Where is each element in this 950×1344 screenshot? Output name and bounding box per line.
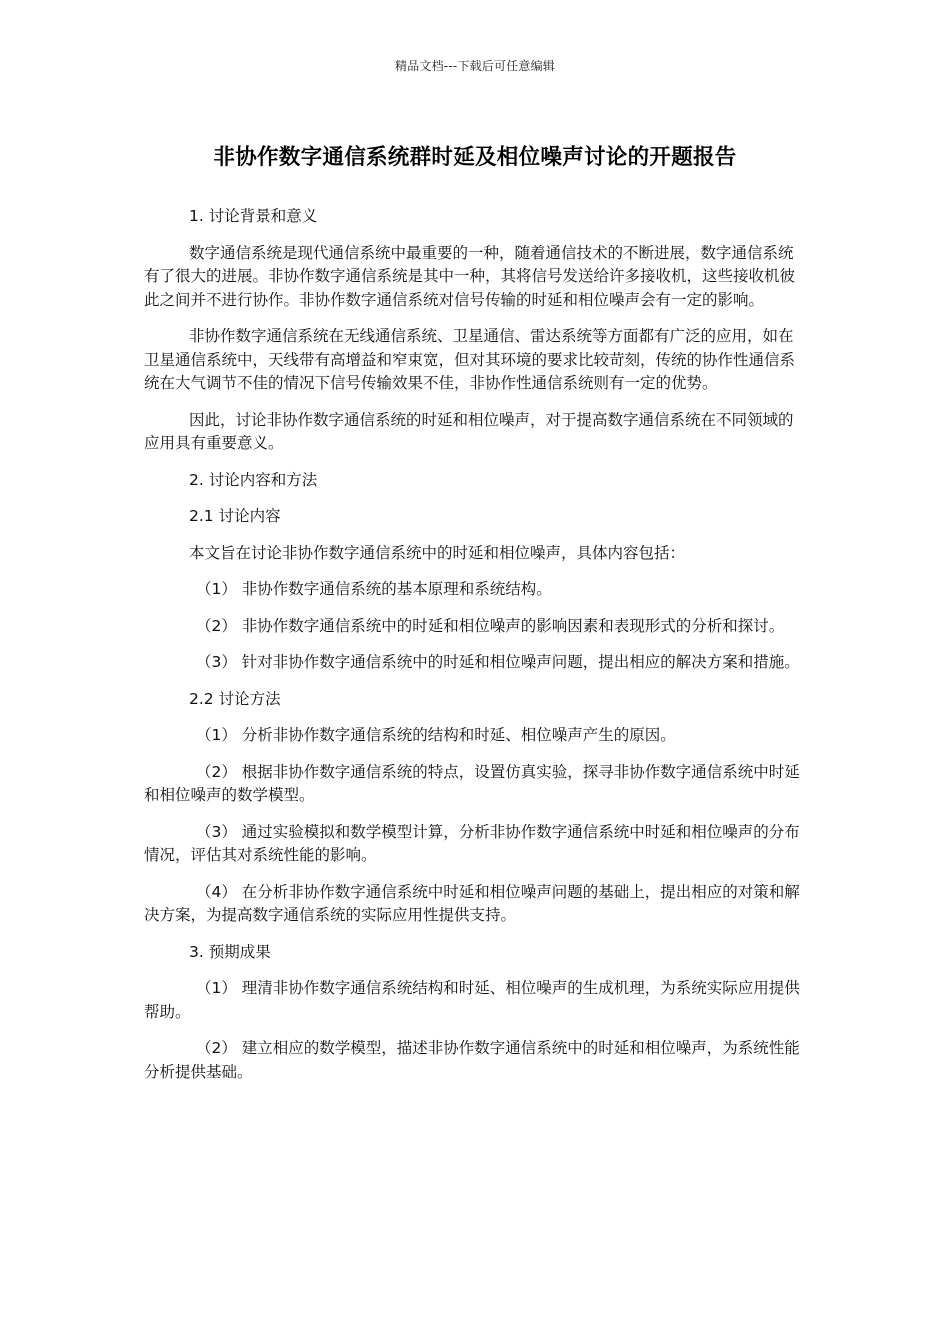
list-item: （2） 建立相应的数学模型，描述非协作数字通信系统中的时延和相位噪声，为系统性能分析提供基础。: [144, 1039, 800, 1081]
document-title: 非协作数字通信系统群时延及相位噪声讨论的开题报告: [213, 145, 737, 170]
list-item: （2） 根据非协作数字通信系统的特点，设置仿真实验，探寻非协作数字通信系统中时延和相位噪声的数学模型。: [144, 762, 800, 804]
section-heading: 2. 讨论内容和方法: [189, 470, 318, 489]
document-body: [144, 205, 804, 1097]
list-item: （1） 非协作数字通信系统的基本原理和系统结构。: [196, 580, 552, 598]
page-header: 精品文档---下载后可任意编辑: [395, 59, 555, 73]
paragraph: 非协作数字通信系统在无线通信系统、卫星通信、雷达系统等方面都有广泛的应用，如在卫星通信系统中，天线带有高增益和窄束宽，但对其环境的要求比较苛刻，传统的协作性通信系统在大气调节不佳的情况下信号传输效果不佳，非协作性通信系统则有一定的优势。: [144, 327, 796, 392]
list-item: （4） 在分析非协作数字通信系统中时延和相位噪声问题的基础上，提出相应的对策和解决方案，为提高数字通信系统的实际应用性提供支持。: [144, 882, 800, 924]
section-heading: 3. 预期成果: [189, 942, 271, 961]
paragraph: 本文旨在讨论非协作数字通信系统中的时延和相位噪声，具体内容包括：: [189, 543, 686, 562]
paragraph: 因此，讨论非协作数字通信系统的时延和相位噪声，对于提高数字通信系统在不同领域的应用具有重要意义。: [144, 410, 794, 452]
list-item: （1） 理清非协作数字通信系统结构和时延、相位噪声的生成机理，为系统实际应用提供帮助。: [144, 979, 800, 1021]
list-item: （1） 分析非协作数字通信系统的结构和时延、相位噪声产生的原因。: [196, 726, 676, 744]
subsection-heading: 2.1 讨论内容: [189, 507, 281, 525]
section-heading: 1. 讨论背景和意义: [189, 207, 318, 225]
list-item: （3） 通过实验模拟和数学模型计算，分析非协作数字通信系统中时延和相位噪声的分布情况，评估其对系统性能的影响。: [144, 822, 800, 864]
list-item: （3） 针对非协作数字通信系统中的时延和相位噪声问题，提出相应的解决方案和措施。: [196, 653, 800, 671]
subsection-heading: 2.2 讨论方法: [189, 689, 281, 708]
list-item: （2） 非协作数字通信系统中的时延和相位噪声的影响因素和表现形式的分析和探讨。: [196, 616, 785, 635]
paragraph: 数字通信系统是现代通信系统中最重要的一种，随着通信技术的不断进展，数字通信系统有了很大的进展。非协作数字通信系统是其中一种，其将信号发送给许多接收机，这些接收机彼此之间并不进行协作。非协作数字通信系统对信号传输的时延和相位噪声会有一定的影响。: [144, 243, 796, 309]
